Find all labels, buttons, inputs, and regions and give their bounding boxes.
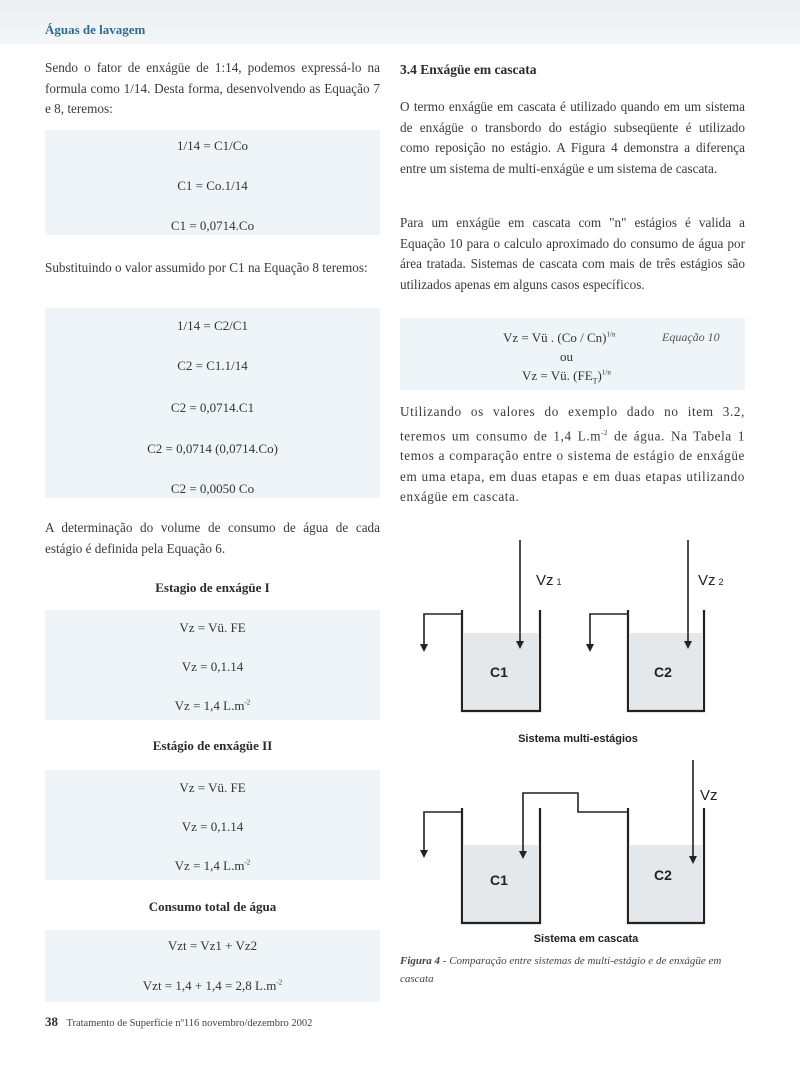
equation-box xyxy=(45,770,380,880)
equation: 1/14 = C2/C1 xyxy=(177,318,248,333)
equation: C2 = 0,0714.C1 xyxy=(170,400,255,415)
left-column-para2 xyxy=(45,258,380,279)
right-para2 xyxy=(400,213,745,295)
running-title: Águas de lavagem xyxy=(45,22,146,37)
cascade-transfer-arrow xyxy=(523,793,628,855)
equation-box xyxy=(45,130,380,235)
overflow-arrow-2 xyxy=(590,614,628,648)
label-vz1: Vz 1 xyxy=(536,572,562,589)
paragraph: Sendo o fator de enxágüe de 1:14, podemos expressá-lo na formula como 1/14. Desta forma, desenvolvendo as Equação 7 e 8, teremos: xyxy=(45,60,380,116)
label-c1: C1 xyxy=(490,664,508,680)
right-heading-wrap xyxy=(400,62,745,78)
equation-box xyxy=(45,610,380,720)
equation: Vz = 0,1.14 xyxy=(181,819,244,834)
section-heading: 3.4 Enxágüe em cascata xyxy=(400,62,537,77)
page-header xyxy=(0,0,800,44)
left-column-para3 xyxy=(45,518,380,559)
equation-10-box xyxy=(400,318,745,390)
label-cascade-c1: C1 xyxy=(490,872,508,888)
label-cascade-c2: C2 xyxy=(654,867,672,883)
right-para3 xyxy=(400,402,745,508)
equation: Vz = 1,4 $L.m^{-2}$ xyxy=(174,698,251,713)
right-para1 xyxy=(400,97,745,179)
equation-label: Equação 10 xyxy=(662,330,720,344)
page-number: 38 xyxy=(45,1014,58,1029)
equation: Vz = Vü . (Co / Cn)$^{1/n}$ xyxy=(503,330,616,345)
equation: Vzt = Vz1 + Vz2 xyxy=(167,938,258,953)
equation: Vz = 0,1.14 xyxy=(181,659,244,674)
equation: C1 = 0,0714.Co xyxy=(170,218,255,233)
equation-box xyxy=(45,308,380,498)
equation: C2 = C1.1/14 xyxy=(177,358,248,373)
equation: C1 = Co.1/14 xyxy=(177,178,248,193)
section-subtitle: Estagio de enxágüe I xyxy=(155,580,270,595)
label-multi-stage: Sistema multi-estágios xyxy=(518,733,638,745)
equation: Vz = Vü. $(FE_T)^{1/n}$ xyxy=(522,368,611,386)
label-vz2: Vz 2 xyxy=(698,572,724,589)
paragraph: A determinação do volume de consumo de água de cada estágio é definida pela Equação 6. xyxy=(45,520,380,556)
figure-4-diagram xyxy=(398,530,778,970)
left-column xyxy=(45,58,380,120)
page-footer xyxy=(45,1014,312,1030)
footer-text: Tratamento de Superfície nº116 novembro/dezembro 2002 xyxy=(66,1018,313,1029)
equation: Vz = Vü. FE xyxy=(179,780,246,795)
equation: Vz = 1,4 $L.m^{-2}$ xyxy=(174,858,251,873)
section-subtitle: Estágio de enxágüe II xyxy=(152,738,273,753)
equation-box xyxy=(45,930,380,1002)
section-subtitle: Consumo total de água xyxy=(148,899,277,914)
cascade-c2-liquid xyxy=(630,845,702,923)
equation: Vzt = 1,4 + 1,4 = 2,8 $L.m^{-2}$ xyxy=(142,978,283,993)
paragraph: Utilizando os valores do exemplo dado no item 3.2, teremos um consumo de 1,4 $L.m^{-2}$ de água. Na Tabela 1 temos a comparação entre o sistema de estágio de enxágüe em uma etapa, em duas etapas e em duas etapas utilizando enxágüe em cascata. xyxy=(400,404,746,505)
equation: C2 = 0,0714 (0,0714.Co) xyxy=(147,441,278,456)
label-vz: Vz xyxy=(700,787,718,804)
label-c2: C2 xyxy=(654,664,672,680)
paragraph: Para um enxágüe em cascata com "n" estágios é valida a Equação 10 para o calculo aproximado do consumo de água por área tratada. Sistemas de cascata com mais de três estágios são utilizados apenas em alguns casos específicos. xyxy=(400,215,745,292)
paragraph: O termo enxágüe em cascata é utilizado quando em um sistema de enxágüe o transbordo do estágio subseqüente é utilizado como reposição no estágio. A Figura 4 demonstra a diferença entre um sistema de multi-enxágüe e um sistema de cascata. xyxy=(400,99,745,176)
equation: 1/14 = C1/Co xyxy=(177,138,248,153)
equation: C2 = 0,0050 Co xyxy=(170,481,255,496)
equation-or: ou xyxy=(560,349,573,364)
overflow-arrow-1 xyxy=(424,614,462,648)
cascade-overflow-arrow xyxy=(424,812,462,854)
paragraph: Substituindo o valor assumido por C1 na Equação 8 teremos: xyxy=(45,260,368,275)
label-cascade: Sistema em cascata xyxy=(533,933,639,945)
figure-caption: Figura 4 - Comparação entre sistemas de multi-estágio e de enxágüe em cascata xyxy=(400,955,722,985)
equation: Vz = Vü. FE xyxy=(179,620,246,635)
